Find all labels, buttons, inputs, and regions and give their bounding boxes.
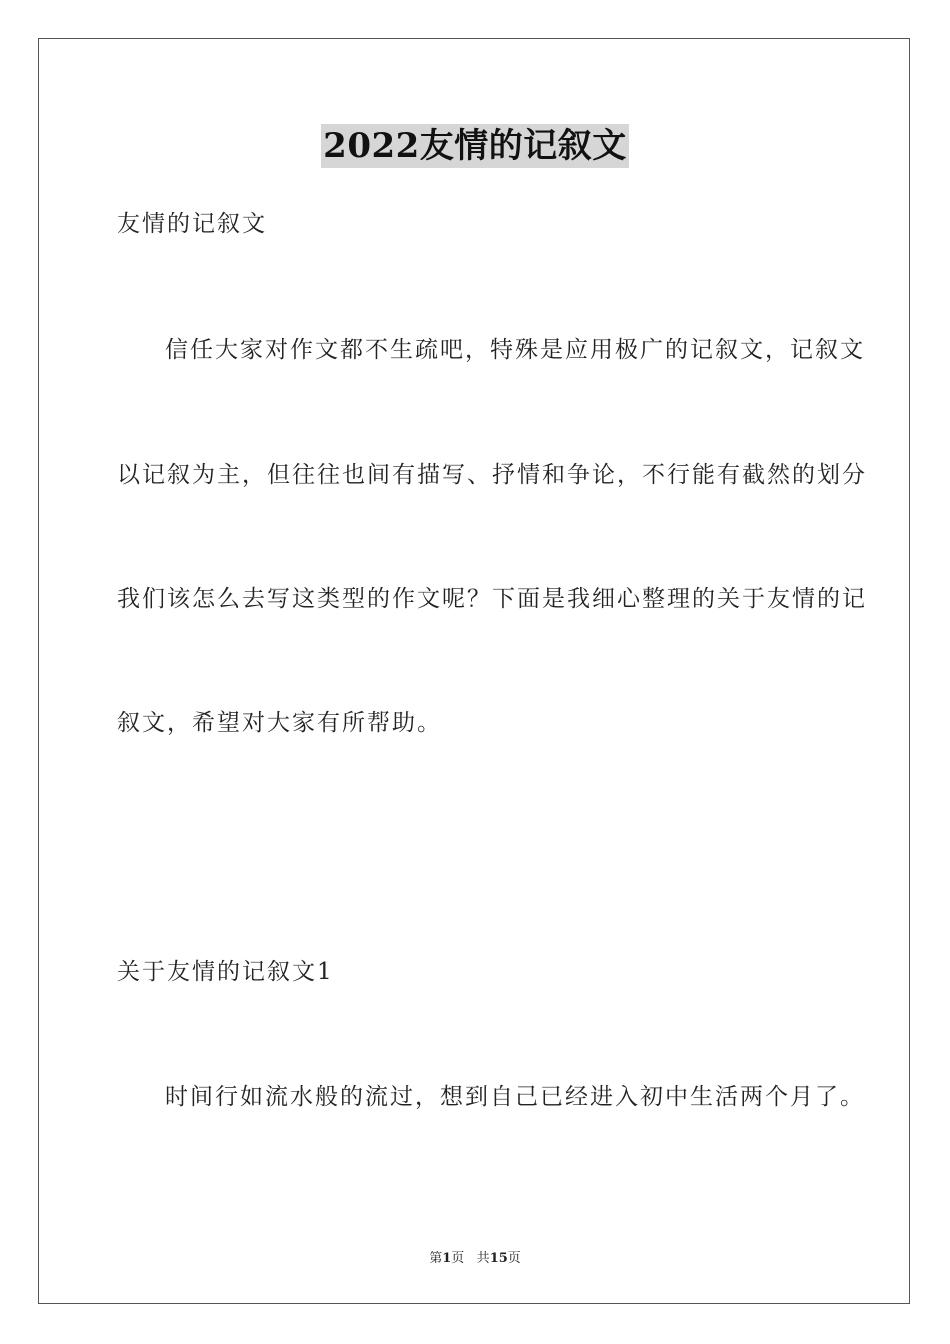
footer-page-number: 1: [442, 1251, 452, 1266]
document-title-container: [0, 124, 950, 168]
page-footer: [0, 1247, 950, 1266]
document-title: 2022友情的记叙文: [323, 126, 627, 166]
paragraph-line-2: 以记叙为主，但往往也间有描写、抒情和争论，不行能有截然的划分: [117, 462, 867, 488]
footer-total-suffix: 页: [507, 1251, 521, 1266]
section-heading: 关于友情的记叙文1: [117, 959, 334, 985]
paragraph-line-1: 信任大家对作文都不生疏吧，特殊是应用极广的记叙文，记叙文: [165, 337, 865, 363]
paragraph-line-3: 我们该怎么去写这类型的作文呢？下面是我细心整理的关于友情的记: [117, 586, 867, 612]
footer-total-pages: 15: [489, 1251, 508, 1266]
paragraph-line-4: 叙文，希望对大家有所帮助。: [117, 710, 442, 736]
footer-page-prefix: 第: [429, 1251, 443, 1266]
section-line-1: 时间行如流水般的流过，想到自己已经进入初中生活两个月了。: [165, 1084, 865, 1110]
document-subtitle: 友情的记叙文: [117, 211, 267, 237]
footer-page-suffix: 页: [451, 1251, 465, 1266]
footer-total-prefix: 共: [476, 1251, 490, 1266]
